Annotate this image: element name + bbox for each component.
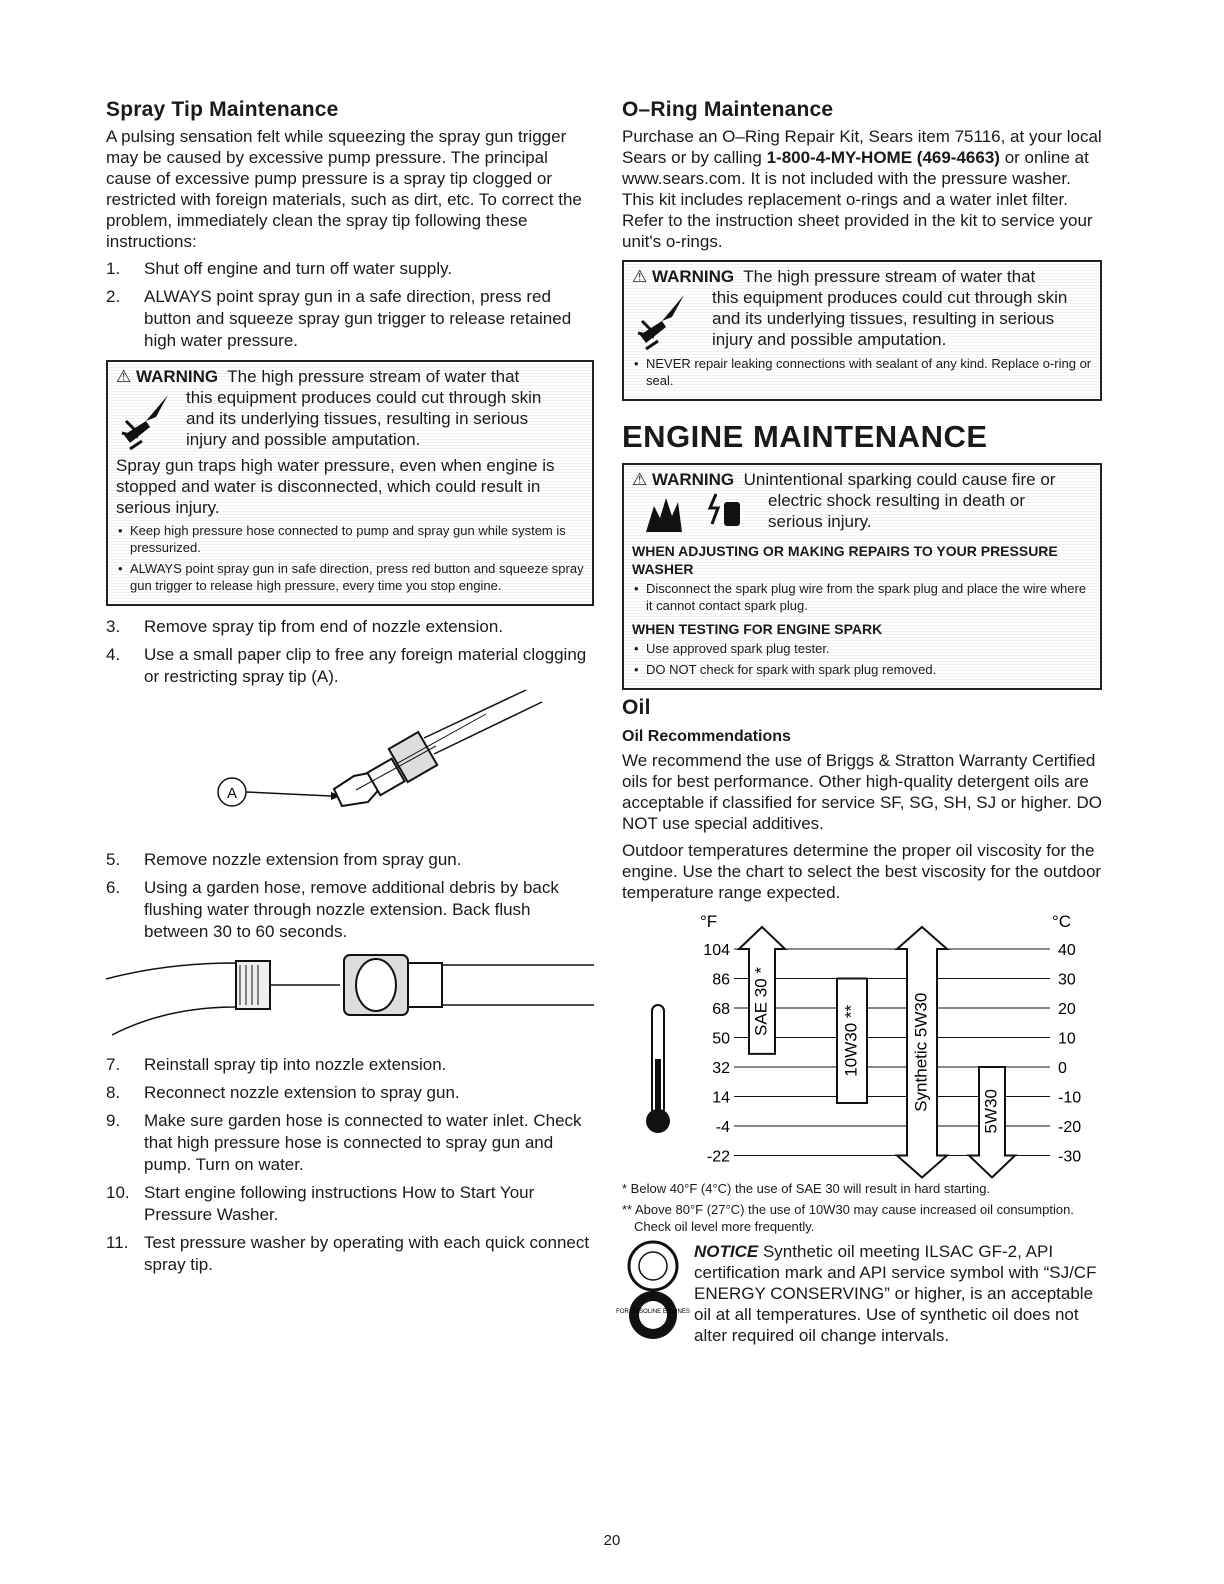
oring-warning-box: ⚠ WARNING The high pressure stream of water that this equipment produces could cut through skin and its underlying tissues, resulting in serious injury and possible amputation. • NEVER repair leaking connections with sealant of any kind. Replace o-ring or seal. <box>622 260 1102 401</box>
oil-recommendations-title: Oil Recommendations <box>622 728 791 745</box>
badge-label: FOR GASOLINE ENGINES <box>616 1309 690 1315</box>
f-tick-label: 50 <box>712 1030 730 1048</box>
step-1: 1. Shut off engine and turn off water supply. <box>106 259 453 278</box>
c-tick-label: -30 <box>1058 1148 1082 1166</box>
c-tick-label: 40 <box>1058 942 1076 959</box>
oring-title: O–Ring Maintenance <box>622 98 834 121</box>
oring-warning-bullet: • NEVER repair leaking connections with sealant of any kind. Replace o-ring or seal. <box>632 355 1092 389</box>
f-tick-label: 14 <box>712 1089 730 1107</box>
engine-warning-bullet-2: • Use approved spark plug tester. <box>632 640 1092 657</box>
oil-notice: FOR GASOLINE ENGINES NOTICE Synthetic oil meeting ILSAC GF-2, API certification mark and API service symbol with “SJ/CF ENERGY CONSERVING” or higher, is an acceptable oil at all temperatures. Use of synthetic oil does not alter required oil change intervals. <box>616 1242 1097 1345</box>
left-column <box>106 98 594 1282</box>
warning-label: ⚠ WARNING <box>116 367 219 386</box>
engine-warning-box: ⚠ WARNING Unintentional sparking could cause fire or electric shock resulting in death or serious injury. WHEN ADJUSTING OR MAKING REPAIRS TO YOUR PRESSURE WASHER • Disconnect the spark plug wire from the spark plug and place the wire where it cannot contact spark plug. WHEN TESTING FOR ENGINE SPARK • Use approved spark plug tester. • DO NOT check for spark with spark plug removed. <box>622 463 1102 690</box>
step-4: 4. Use a small paper clip to free any foreign material clogging or restricting spray tip (A). <box>106 645 587 686</box>
viscosity-bar-label: Synthetic 5W30 <box>911 992 931 1112</box>
spray-tip-illustration <box>106 694 594 844</box>
right-column <box>616 98 1102 1346</box>
c-tick-label: 20 <box>1058 1001 1076 1018</box>
electric-shock-icon <box>710 494 718 524</box>
f-tick-label: -4 <box>715 1119 730 1136</box>
engine-warning-bullet-3: • DO NOT check for spark with spark plug removed. <box>632 661 1092 678</box>
f-tick-label: 68 <box>712 1001 730 1018</box>
step-2: 2. ALWAYS point spray gun in a safe direction, press red button and squeeze spray gun trigger to release retained high water pressure. <box>106 287 572 350</box>
step-6: 6. Using a garden hose, remove additional debris by back flushing water through nozzle extension. Back flush between 30 to 60 seconds. <box>106 878 559 941</box>
oil-note-2: ** Above 80°F (27°C) the use of 10W30 may cause increased oil consumption. Check oil level more frequently. <box>622 1202 1074 1234</box>
fahrenheit-label: °F <box>700 912 718 931</box>
spray-intro: A pulsing sensation felt while squeezing the spray gun trigger may be caused by excessive pump pressure. The principal cause of excessive pump pressure is a spray tip clogged or restricted with foreign materials, such as dirt, etc. To correct the problem, immediately clean the spray tip following these instructions: <box>106 127 582 251</box>
viscosity-bar-label: SAE 30 * <box>751 966 771 1036</box>
oil-title: Oil <box>622 696 651 719</box>
engine-warning-sub-2: WHEN TESTING FOR ENGINE SPARK <box>632 621 883 637</box>
f-tick-label: 104 <box>703 942 730 959</box>
fire-shock-icons <box>632 490 762 536</box>
engine-maintenance-title: ENGINE MAINTENANCE <box>622 419 988 454</box>
alert-triangle-icon: ⚠ <box>632 470 648 489</box>
spray-warning-bullet-1: • Keep high pressure hose connected to pump and spray gun while system is pressurized. <box>116 522 584 556</box>
oring-text: Purchase an O–Ring Repair Kit, Sears item 75116, at your local Sears or by calling 1-800-4-MY-HOME (469-4663) or online at www.sears.com. It is not included with the pressure washer. This kit includes replacement o-rings and a water inlet filter. Refer to the instruction sheet provided in the kit to service your unit's o-rings. <box>622 127 1102 251</box>
c-tick-label: 0 <box>1058 1060 1067 1077</box>
c-tick-label: -10 <box>1058 1089 1082 1107</box>
oil-paragraph-1: We recommend the use of Briggs & Stratton Warranty Certified oils for best performance. Other high-quality detergent oils are acceptable if classified for service SF, SG, SH, SJ or higher. DO NOT use special additives. <box>622 751 1102 833</box>
fire-icon <box>646 498 682 532</box>
page-number: 20 <box>603 1532 621 1549</box>
c-tick-label: -20 <box>1058 1119 1082 1136</box>
step-10: 10. Start engine following instructions How to Start Your Pressure Washer. <box>106 1183 535 1224</box>
step-9: 9. Make sure garden hose is connected to water inlet. Check that high pressure hose is connected to spray gun and pump. Turn on water. <box>106 1111 582 1174</box>
f-tick-label: 86 <box>712 971 730 989</box>
callout-a-label: A <box>226 785 238 802</box>
spray-warning-bullet-2: • ALWAYS point spray gun in safe direction, press red button and squeeze spray gun trigger to release high pressure, every time you stop engine. <box>116 560 584 594</box>
c-tick-label: 30 <box>1058 971 1076 989</box>
spray-tip-title: Spray Tip Maintenance <box>106 98 339 121</box>
spray-warning-box: ⚠ WARNING The high pressure stream of water that this equipment produces could cut through skin and its underlying tissues, resulting in serious injury and possible amputation. Spray gun traps high water pressure, even when engine is stopped and water is disconnected, which could result in serious injury. • Keep high pressure hose connected to pump and spray gun while system is pressurized. • ALWAYS point spray gun in safe direction, press red button and squeeze spray gun trigger to release high pressure, every time you stop engine. <box>106 360 594 606</box>
oil-viscosity-chart <box>622 909 1102 1169</box>
high-pressure-spray-icon <box>116 391 180 453</box>
engine-warning-bullet-1: • Disconnect the spark plug wire from the spark plug and place the wire where it cannot contact spark plug. <box>632 580 1092 614</box>
f-tick-label: -22 <box>706 1148 730 1166</box>
sears-phone: 1-800-4-MY-HOME (469-4663) <box>766 148 1000 167</box>
step-3: 3. Remove spray tip from end of nozzle extension. <box>106 617 504 636</box>
spray-warning-extra: Spray gun traps high water pressure, even when engine is stopped and water is disconnected, which could result in serious injury. <box>116 456 555 517</box>
viscosity-bar-label: 10W30 ** <box>841 1004 861 1077</box>
api-service-symbols <box>616 1241 690 1341</box>
oil-paragraph-2: Outdoor temperatures determine the proper oil viscosity for the engine. Use the chart to select the best viscosity for the outdoor temperature range expected. <box>622 841 1102 902</box>
alert-triangle-icon: ⚠ <box>116 367 132 386</box>
c-tick-label: 10 <box>1058 1030 1076 1048</box>
notice-label: NOTICE <box>694 1242 759 1261</box>
f-tick-label: 32 <box>712 1060 730 1077</box>
alert-triangle-icon: ⚠ <box>632 267 648 286</box>
thermometer-icon <box>646 1005 670 1133</box>
hose-nozzle-illustration <box>106 949 594 1049</box>
step-7: 7. Reinstall spray tip into nozzle extension. <box>106 1055 447 1074</box>
step-5: 5. Remove nozzle extension from spray gun. <box>106 850 462 869</box>
viscosity-bar-label: 5W30 <box>981 1089 1001 1134</box>
celsius-label: °C <box>1052 912 1072 931</box>
step-8: 8. Reconnect nozzle extension to spray gun. <box>106 1083 460 1102</box>
step-11: 11. Test pressure washer by operating with each quick connect spray tip. <box>106 1233 590 1274</box>
high-pressure-spray-icon <box>632 291 696 353</box>
oil-note-1: * Below 40°F (4°C) the use of SAE 30 will result in hard starting. <box>622 1181 991 1196</box>
engine-warning-sub-1: WHEN ADJUSTING OR MAKING REPAIRS TO YOUR PRESSURE WASHER <box>632 543 1058 577</box>
